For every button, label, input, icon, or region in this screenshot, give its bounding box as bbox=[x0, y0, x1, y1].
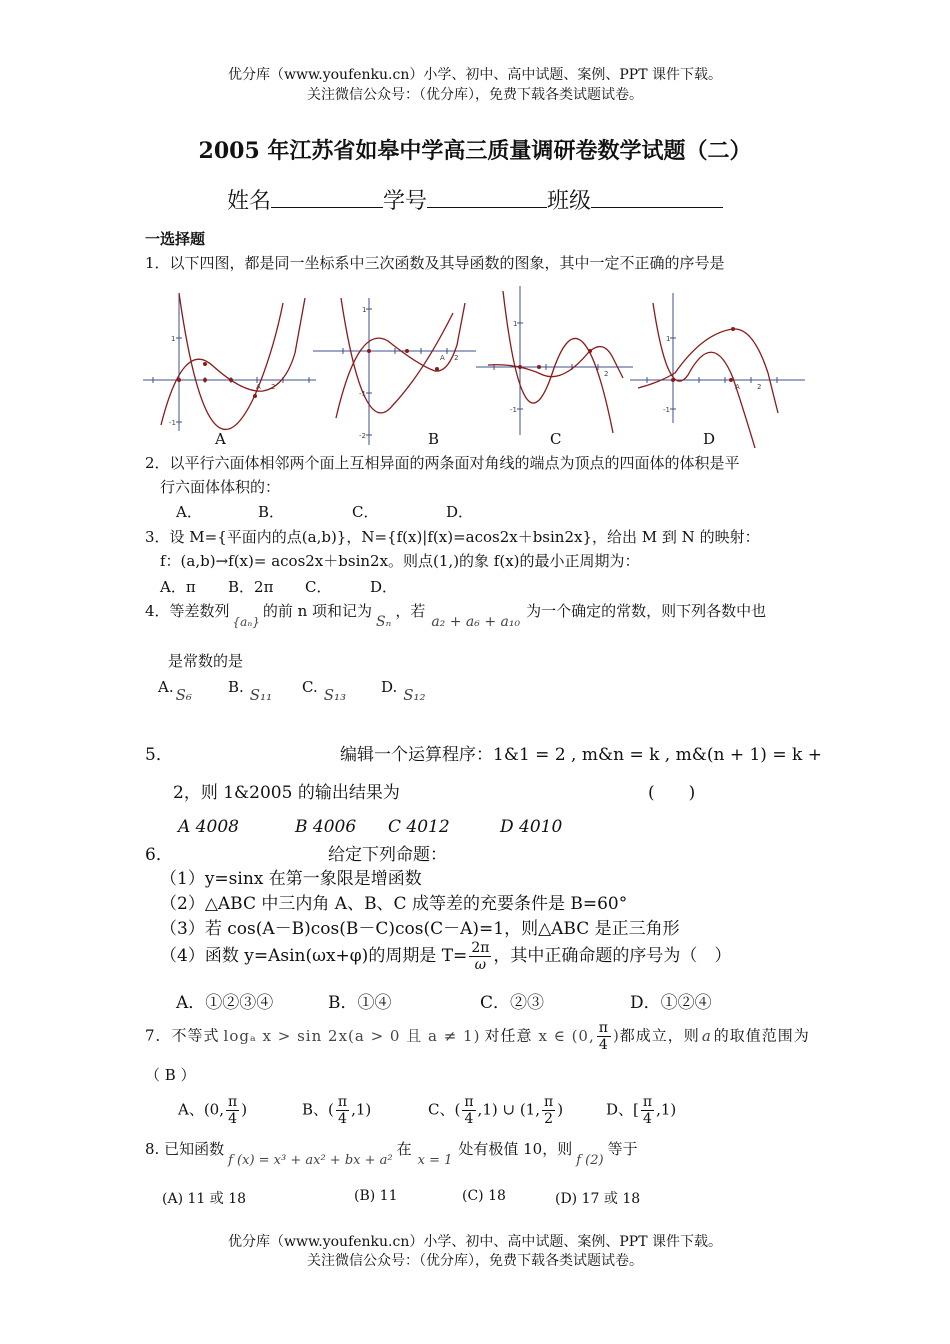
student-info-fields bbox=[0, 184, 950, 215]
tick-neg-1: -1 bbox=[169, 419, 176, 427]
q7-opt-b-close: ,1) bbox=[351, 1100, 372, 1119]
frac-four: 4 bbox=[228, 1111, 238, 1127]
q1-text: 1．以下四图，都是同一坐标系中三次函数及其导函数的图象，其中一定不正确的序号是 bbox=[145, 254, 725, 272]
q8-function: f (x) = x³ + ax² + bx + a² bbox=[228, 1153, 393, 1168]
graph-label-b: B bbox=[428, 430, 440, 448]
q7-domain-post: ) bbox=[612, 1026, 620, 1045]
q3-option-b: B．2π bbox=[228, 578, 274, 596]
q6-item-3: （3）若 cos(A－B)cos(B－C)cos(C－A)=1，则△ABC 是正三角形 bbox=[160, 919, 680, 939]
frac-four: 4 bbox=[338, 1111, 347, 1127]
frac-pi: π bbox=[543, 1094, 554, 1110]
q6-item-1: （1）y=sinx 在第一象限是增函数 bbox=[160, 869, 422, 889]
graph-d bbox=[630, 293, 805, 448]
frac-pi: π bbox=[464, 1094, 474, 1110]
q7-domain-pre: x ∈ (0, bbox=[538, 1026, 595, 1045]
graph-label-a: A bbox=[215, 430, 226, 448]
q5-line1: 编辑一个运算程序：1&1 = 2 , m&n = k , m&(n + 1) = k + bbox=[340, 745, 822, 765]
frac-four: 4 bbox=[464, 1111, 474, 1127]
q6-option-b: B．①④ bbox=[328, 993, 392, 1013]
q6-frac-den: ω bbox=[474, 957, 487, 973]
q6-option-c: C．②③ bbox=[480, 993, 545, 1013]
q2-line1: 2．以平行六面体相邻两个面上互相异面的两条面对角线的端点为顶点的四面体的体积是平 bbox=[145, 454, 740, 472]
q7-opt-b-frac bbox=[336, 1094, 349, 1127]
q4-line1 bbox=[145, 600, 767, 630]
class-label: 班级 bbox=[547, 189, 592, 214]
tick-neg-2: -2 bbox=[359, 432, 366, 440]
q7-opt-a-pre: A、(0, bbox=[178, 1100, 224, 1119]
q4-option-a-label: A. bbox=[158, 678, 174, 696]
name-label: 姓名 bbox=[226, 189, 271, 214]
q4-option-b-value: S₁₁ bbox=[249, 686, 273, 704]
q4-option-a-value: S₆ bbox=[175, 686, 192, 704]
q7-opt-c-pre: C、( bbox=[428, 1100, 461, 1119]
q7-opt-c-close: ) bbox=[557, 1100, 564, 1119]
class-blank[interactable] bbox=[591, 187, 723, 208]
q4-part4: 为一个确定的常数，则下列各数中也 bbox=[526, 602, 767, 620]
q7-opt-c-union: ,1) ∪ (1, bbox=[477, 1100, 540, 1119]
point-label-a: A bbox=[440, 354, 445, 362]
q6-option-a: A．①②③④ bbox=[176, 993, 274, 1013]
q7-opt-a-frac bbox=[226, 1094, 239, 1127]
graph-label-c: C bbox=[550, 430, 562, 448]
graph-b bbox=[313, 298, 476, 445]
q8-f2: f (2) bbox=[576, 1153, 604, 1168]
q7-option-a bbox=[178, 1094, 247, 1127]
q8-line1 bbox=[145, 1138, 638, 1168]
q7-line1 bbox=[145, 1020, 810, 1053]
q8-option-c: (C) 18 bbox=[462, 1188, 506, 1204]
q7-opt-d-frac bbox=[641, 1094, 654, 1127]
q7-frac-four: 4 bbox=[598, 1037, 609, 1053]
footer-line-2: 关注微信公众号：（优分库），免费下载各类试题试卷。 bbox=[307, 1253, 643, 1269]
frac-two: 2 bbox=[544, 1111, 554, 1127]
q4-option-c bbox=[302, 678, 347, 704]
q7-inequality: logₐ x > sin 2x(a > 0 且 a ≠ 1) bbox=[223, 1026, 481, 1045]
tick-1: 1 bbox=[362, 306, 367, 314]
tick-2: 2 bbox=[454, 354, 459, 362]
q5-line2: 2，则 1&2005 的输出结果为 bbox=[173, 783, 400, 803]
tick-1: 1 bbox=[666, 335, 671, 343]
frac-pi: π bbox=[642, 1094, 653, 1110]
q2-option-d: D． bbox=[446, 503, 474, 521]
q7-option-c bbox=[428, 1094, 563, 1127]
point-label-a: A bbox=[256, 383, 261, 391]
q8-option-a: (A) 11 或 18 bbox=[162, 1191, 247, 1207]
q8-mid: 在 bbox=[396, 1140, 412, 1158]
q8-post2: 等于 bbox=[607, 1140, 638, 1158]
q4-option-a bbox=[158, 678, 192, 704]
graph-a bbox=[143, 293, 316, 431]
q5-option-c: C 4012 bbox=[388, 817, 450, 837]
q7-option-d bbox=[606, 1094, 676, 1127]
q3-option-c: C． bbox=[305, 578, 332, 596]
q4-expr: a₂ + a₆ + a₁₀ bbox=[431, 614, 521, 630]
q4-part2: 的前 n 项和记为 bbox=[262, 602, 373, 620]
q7-post: 都成立，则 bbox=[619, 1026, 700, 1045]
tick-neg-1: -1 bbox=[663, 406, 670, 414]
q4-part3: ，若 bbox=[395, 602, 426, 620]
tick-neg-1: -1 bbox=[359, 390, 366, 398]
q6-number: 6． bbox=[145, 845, 173, 865]
tick-2: 2 bbox=[757, 383, 762, 391]
header-line-1: 优分库（www.youfenku.cn）小学、初中、高中试题、案例、PPT 课件下载。 bbox=[227, 67, 722, 83]
tick-1: 1 bbox=[171, 335, 176, 343]
q7-post2: 的取值范围为 bbox=[713, 1026, 810, 1045]
q4-option-d bbox=[381, 678, 426, 704]
q4-option-b bbox=[228, 678, 273, 704]
q7-opt-d-close: ,1) bbox=[656, 1100, 677, 1119]
graph-label-d: D bbox=[703, 430, 716, 448]
q6-item4-pre: （4）函数 y=Asin(ωx+φ)的周期是 T= bbox=[160, 946, 468, 966]
page-title: 2005 年江苏省如皋中学高三质量调研卷数学试题（二） bbox=[198, 138, 752, 164]
q4-option-c-label: C. bbox=[302, 678, 318, 696]
q6-item-4 bbox=[160, 940, 731, 973]
q5-option-d: D 4010 bbox=[500, 817, 563, 837]
tick-2: 2 bbox=[604, 370, 609, 378]
q4-option-c-value: S₁₃ bbox=[323, 686, 347, 704]
q7-opt-d-pre: D、[ bbox=[606, 1100, 639, 1119]
tick-2: 2 bbox=[271, 383, 276, 391]
q7-mid: 对任意 bbox=[484, 1026, 533, 1045]
q5-paren: ( ) bbox=[648, 783, 696, 803]
q7-opt-c-frac2 bbox=[542, 1094, 555, 1127]
q7-opt-b-pre: B、( bbox=[302, 1100, 334, 1119]
tick-1: 1 bbox=[513, 320, 518, 328]
q3-option-d: D． bbox=[370, 578, 398, 596]
q5-number: 5． bbox=[145, 745, 173, 765]
q4-part1: 4．等差数列 bbox=[145, 602, 230, 620]
q5-option-a: A 4008 bbox=[178, 817, 239, 837]
q7-option-b bbox=[302, 1094, 371, 1127]
q4-option-d-label: D. bbox=[381, 678, 398, 696]
q6-fraction bbox=[469, 940, 491, 973]
q7-frac-pi: π bbox=[598, 1020, 609, 1036]
q6-frac-num: 2π bbox=[471, 940, 490, 956]
q7-opt-c-frac1 bbox=[462, 1094, 475, 1127]
id-label: 学号 bbox=[382, 189, 427, 214]
name-blank[interactable] bbox=[271, 187, 383, 208]
q6-item-2: （2）△ABC 中三内角 A、B、C 成等差的充要条件是 B=60° bbox=[160, 894, 628, 914]
frac-four: 4 bbox=[643, 1111, 652, 1127]
q2-option-c: C． bbox=[352, 503, 379, 521]
q6-option-d: D．①②④ bbox=[630, 993, 712, 1013]
q7-domain-frac bbox=[597, 1020, 611, 1053]
q3-option-a: A．π bbox=[160, 578, 196, 596]
q4-option-d-value: S₁₂ bbox=[403, 686, 426, 704]
id-blank[interactable] bbox=[427, 187, 547, 208]
q8-option-b: (B) 11 bbox=[354, 1188, 398, 1204]
q8-post: 处有极值 10，则 bbox=[458, 1140, 573, 1158]
q7-answer: （ B ） bbox=[145, 1066, 196, 1084]
q8-pre: 8. 已知函数 bbox=[145, 1140, 225, 1158]
q3-line1: 3．设 M={平面内的点(a,b)}，N={f(x)|f(x)=acos2x＋bsin2x}，给出 M 到 N 的映射： bbox=[145, 528, 760, 546]
q6-intro: 给定下列命题： bbox=[328, 845, 447, 865]
q4-sn: Sₙ bbox=[376, 614, 392, 630]
footer-line-1: 优分库（www.youfenku.cn）小学、初中、高中试题、案例、PPT 课件下载。 bbox=[227, 1234, 722, 1250]
q4-seq: {aₙ} bbox=[232, 615, 260, 629]
q8-option-d: (D) 17 或 18 bbox=[555, 1191, 641, 1207]
q4-option-b-label: B. bbox=[228, 678, 244, 696]
frac-pi: π bbox=[337, 1094, 348, 1110]
point-label-a: A bbox=[735, 383, 740, 391]
header-line-2: 关注微信公众号：（优分库），免费下载各类试题试卷。 bbox=[307, 87, 643, 103]
q4-line2: 是常数的是 bbox=[168, 652, 244, 670]
q1-graphs bbox=[143, 283, 808, 448]
q3-line2: f：(a,b)→f(x)= acos2x＋bsin2x。则点(1,)的象 f(x)的最小正周期为： bbox=[160, 552, 640, 570]
q7-pre: 7．不等式 bbox=[145, 1026, 220, 1045]
q2-line2: 行六面体体积的： bbox=[160, 478, 281, 496]
q7-opt-a-close: ) bbox=[241, 1100, 248, 1119]
q2-option-b: B． bbox=[258, 503, 285, 521]
tick-neg-1: -1 bbox=[510, 406, 517, 414]
q2-option-a: A． bbox=[176, 503, 202, 521]
q6-item4-post: ，其中正确命题的序号为（ ） bbox=[493, 946, 732, 966]
q5-option-b: B 4006 bbox=[295, 817, 357, 837]
q7-var: a bbox=[701, 1026, 712, 1045]
graph-c bbox=[476, 286, 633, 435]
frac-pi: π bbox=[228, 1094, 238, 1110]
q8-x-value: x = 1 bbox=[417, 1153, 453, 1168]
section-choice: 一选择题 bbox=[145, 230, 206, 248]
